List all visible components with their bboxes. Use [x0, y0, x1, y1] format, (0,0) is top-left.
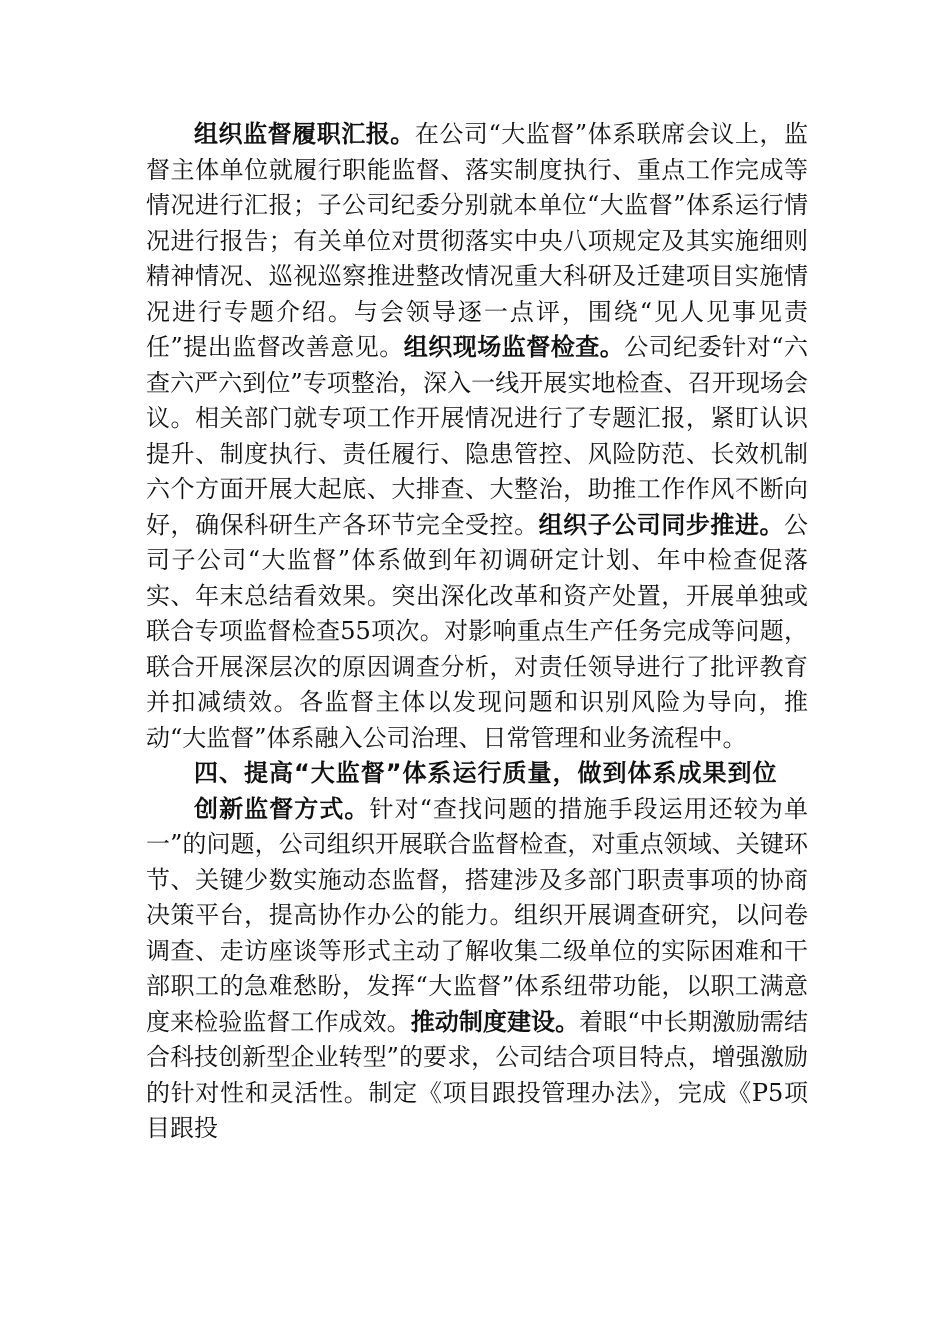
paragraph-text: 公司纪委针对“六查六严六到位”专项整治，深入一线开展实地检查、召开现场会议。相关部门就专项工作开展情况进行了专题汇报，紧盯认识提升、制度执行、责任履行、隐患管控、风险防范、长效机制六个方面开展大起底、大排查、大整治，助推工作作风不断向好，确保科研生产各环节完全受控。 [146, 333, 808, 539]
inline-subheading: 推动制度建设。 [410, 1007, 580, 1036]
paragraph-text: 针对“查找问题的措施手段运用还较为单一”的问题，公司组织开展联合监督检查，对重点领域、关键环节、关键少数实施动态监督，搭建涉及多部门职责事项的协商决策平台，提高协作办公的能力。组织开展调查研究，以问卷调查、走访座谈等形式主动了解收集二级单位的实际困难和干部职工的急难愁盼，发挥“大监督”体系纽带功能，以职工满意度来检验监督工作成效。 [146, 794, 809, 1036]
section-heading: 四、提高“大监督”体系运行质量，做到体系成果到位 [194, 759, 778, 787]
inline-subheading: 组织监督履职汇报。 [194, 120, 415, 148]
paragraph-text: 着眼“中长期激励需结合科技创新型企业转型”的要求，公司结合项目特点，增强激励的针对性和灵活性。制定《项目跟投管理办法》，完成《P5项目跟投 [146, 1007, 808, 1142]
inline-subheading: 组织子公司同步推进。 [538, 510, 785, 539]
inline-subheading: 组织现场监督检查。 [403, 333, 625, 361]
body-paragraph [146, 117, 808, 756]
document-page [146, 117, 808, 1147]
paragraph-text: 公司子公司“大监督”体系做到年初调研定计划、年中检查促落实、年末总结看效果。突出深化改革和资产处置，开展单独或联合专项监督检查55项次。对影响重点生产任务完成等问题，联合开展深层次的原因调查分析，对责任领导进行了批评教育并扣减绩效。各监督主体以发现问题和识别风险为导向，推动“大监督”体系融入公司治理、日常管理和业务流程中。 [146, 510, 809, 752]
inline-subheading: 创新监督方式。 [194, 794, 370, 823]
body-paragraph [146, 792, 808, 1147]
paragraph-text: 在公司“大监督”体系联席会议上，监督主体单位就履行职能监督、落实制度执行、重点工作完成等情况进行汇报；子公司纪委分别就本单位“大监督”体系运行情况进行报告；有关单位对贯彻落实中央八项规定及其实施细则精神情况、巡视巡察推进整改情况重大科研及迁建项目实施情况进行专题介绍。与会领导逐一点评，围绕“见人见事见责任”提出监督改善意见。 [146, 120, 808, 361]
